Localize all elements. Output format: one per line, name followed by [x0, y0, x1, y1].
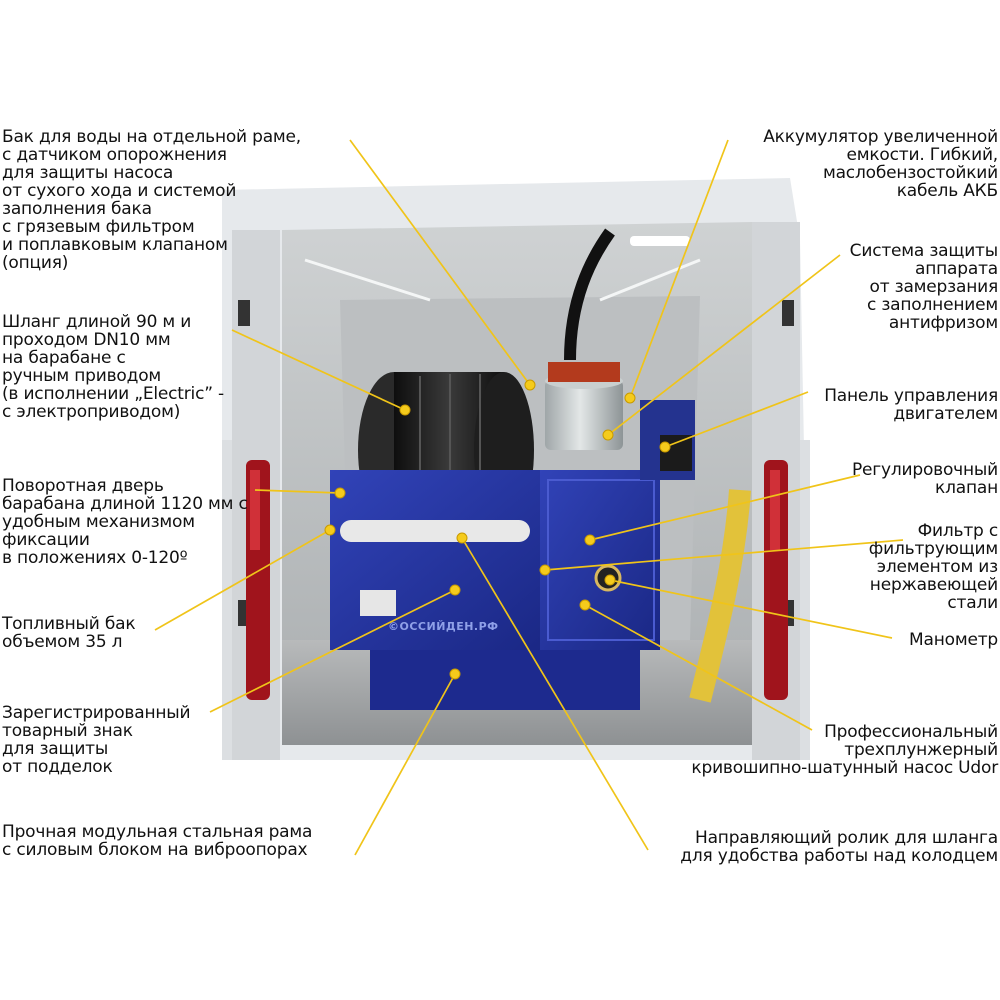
label-line: антифризом [888, 313, 998, 333]
label-line: Зарегистрированный [2, 703, 191, 723]
leader-pump [580, 600, 812, 730]
label-line: от сухого хода и системой [2, 181, 237, 201]
brand-mark: ©ОССИЙДЕН.РФ [388, 620, 499, 633]
label-line: Панель управления [824, 386, 998, 406]
label-line: Аккумулятор увеличенной [763, 127, 998, 147]
label-line: товарный знак [2, 721, 133, 741]
label-filter [869, 522, 998, 612]
label-line: с электроприводом) [2, 402, 181, 422]
leader-antifreeze [603, 255, 840, 440]
leader-trademark [210, 585, 460, 712]
label-line: Направляющий ролик для шланга [695, 828, 998, 848]
label-pump [691, 723, 998, 777]
label-line: с датчиком опорожнения [2, 145, 227, 165]
label-guide-roller [680, 829, 998, 865]
label-line: заполнения бака [2, 199, 152, 219]
label-line: нержавеющей [869, 575, 998, 595]
label-line: с силовым блоком на виброопорах [2, 840, 308, 860]
label-water-tank [2, 128, 301, 272]
label-line: Манометр [909, 630, 998, 650]
label-line: кабель АКБ [896, 181, 998, 201]
label-line: Профессиональный [824, 722, 998, 742]
label-line: для удобства работы над колодцем [680, 846, 998, 866]
label-swing-door [2, 477, 248, 567]
label-line: Фильтр с [917, 521, 998, 541]
label-line: с грязевым фильтром [2, 217, 195, 237]
label-line: Регулировочный [851, 460, 998, 480]
leader-roller [457, 533, 648, 850]
label-line: маслобензостойкий [822, 163, 998, 183]
label-antifreeze [850, 242, 998, 332]
label-line: объемом 35 л [2, 632, 123, 652]
label-line: трехплунжерный [844, 740, 998, 760]
label-fuel-tank [2, 615, 135, 651]
label-battery [763, 128, 998, 200]
label-steel-frame [2, 823, 312, 859]
label-line: от подделок [2, 757, 113, 777]
label-engine-panel [824, 387, 998, 423]
label-line: от замерзания [869, 277, 998, 297]
leader-door [255, 488, 345, 498]
label-line: элементом из [876, 557, 998, 577]
label-line: аппарата [915, 259, 998, 279]
label-line: двигателем [893, 404, 998, 424]
label-line: ручным приводом [2, 366, 162, 386]
label-line: Прочная модульная стальная рама [2, 822, 313, 842]
label-line: удобным механизмом [2, 512, 195, 532]
label-line: клапан [935, 478, 998, 498]
label-trademark [2, 704, 190, 776]
label-line: Топливный бак [2, 614, 136, 634]
leader-valve [585, 475, 860, 545]
label-line: (опция) [2, 253, 69, 273]
label-line: и поплавковым клапаном [2, 235, 228, 255]
label-line: Шланг длиной 90 м и [2, 312, 192, 332]
label-line: Бак для воды на отдельной раме, [2, 127, 302, 147]
label-line: Поворотная дверь [2, 476, 164, 496]
label-line: для защиты [2, 739, 109, 759]
label-line: емкости. Гибкий, [846, 145, 998, 165]
label-pressure-gauge [909, 631, 998, 649]
leader-battery [625, 140, 728, 403]
leader-tank [350, 140, 535, 390]
label-line: в положениях 0-120º [2, 548, 188, 568]
label-line: проходом DN10 мм [2, 330, 171, 350]
leader-hose [232, 330, 410, 415]
label-control-valve [852, 461, 998, 497]
label-hose-drum [2, 313, 224, 421]
label-line: для защиты насоса [2, 163, 174, 183]
label-line: на барабане с [2, 348, 126, 368]
leader-gauge [605, 575, 892, 638]
label-line: с заполнением [866, 295, 998, 315]
label-line: Система защиты [849, 241, 998, 261]
leader-filter [540, 540, 903, 575]
label-line: кривошипно-шатунный насос Udor [691, 758, 998, 778]
label-line: (в исполнении „Electric” - [2, 384, 224, 404]
label-line: стали [947, 593, 998, 613]
label-line: фильтрующим [868, 539, 998, 559]
leader-frame [355, 669, 460, 855]
leader-panel [660, 392, 808, 452]
label-line: барабана длиной 1120 мм с [2, 494, 248, 514]
label-line: фиксации [2, 530, 90, 550]
